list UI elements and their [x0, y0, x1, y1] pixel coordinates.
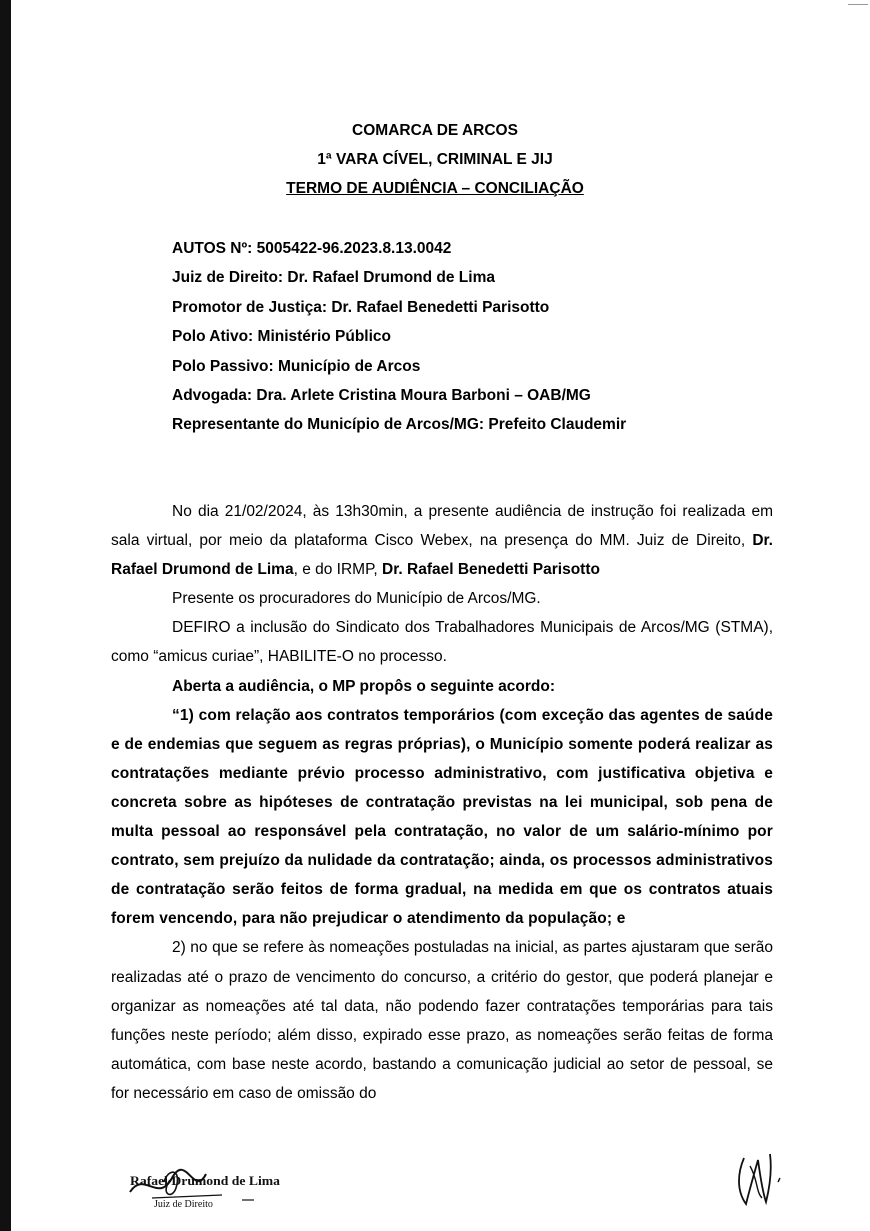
attendance-paragraph: Presente os procuradores do Município de Arcos/MG.	[172, 590, 541, 608]
defendant-line: Polo Passivo: Município de Arcos	[172, 357, 421, 375]
court-name: COMARCA DE ARCOS	[352, 122, 518, 139]
judge-signature-stamp	[124, 1158, 284, 1213]
judge-line: Juiz de Direito: Dr. Rafael Drumond de Lima	[172, 269, 495, 287]
proposal-intro: Aberta a audiência, o MP propôs o seguinte acordo:	[172, 677, 555, 695]
document-title: TERMO DE AUDIÊNCIA – CONCILIAÇÃO	[286, 180, 584, 197]
opening-paragraph: No dia 21/02/2024, às 13h30min, a presente audiência de instrução foi realizada em sala virtual, por meio da plataforma Cisco Webex, na presença do MM. Juiz de Direito, Dr. Rafael Drumond de Lima, e do IRMP, Dr. Rafael Benedetti Parisotto	[111, 503, 773, 579]
clause-2: 2) no que se refere às nomeações postuladas na inicial, as partes ajustaram que serão realizadas até o prazo de vencimento do concurso, a critério do gestor, que poderá planejar e organizar as nomeações até tal data, não podendo fazer contratações temporárias para tais funções neste período; além disso, expirado esse prazo, as nomeações serão feitas de forma automática, com base neste acordo, bastando a comunicação judicial ao setor de pessoal, se for necessário em caso de omissão do	[111, 939, 773, 1102]
prosecutor-name: Dr. Rafael Benedetti Parisotto	[382, 561, 600, 579]
judge-name: Dr. Rafael Drumond de Lima	[111, 532, 773, 579]
scan-corner-mark	[848, 0, 868, 5]
court-division: 1ª VARA CÍVEL, CRIMINAL E JIJ	[317, 151, 553, 168]
plaintiff-line: Polo Ativo: Ministério Público	[172, 328, 392, 346]
case-number: AUTOS Nº: 5005422-96.2023.8.13.0042	[172, 240, 452, 257]
document-header	[0, 116, 870, 203]
lawyer-line: Advogada: Dra. Arlete Cristina Moura Barboni – OAB/MG	[172, 387, 591, 405]
stamp-name: Rafael Drumond de Lima	[130, 1173, 281, 1188]
case-metadata	[172, 234, 626, 440]
initials-mark	[732, 1146, 792, 1208]
stamp-title: Juiz de Direito	[154, 1199, 213, 1210]
clause-1: “1) com relação aos contratos temporários (com exceção das agentes de saúde e de endemias que seguem as regras próprias), o Município somente poderá realizar as contratações mediante prévio processo administrativo, com justificativa objetiva e concreta sobre as hipóteses de contratação previstas na lei municipal, sob pena de multa pessoal ao responsável pela contratação, no valor de um salário-mínimo por contrato, sem prejuízo da nulidade da contratação; ainda, os processos administrativos de contratação serão feitos de forma gradual, na medida em que os contratos atuais forem vencendo, para não prejudicar o atendimento da população; e	[111, 706, 773, 928]
hearing-record	[111, 497, 773, 1108]
prosecutor-line: Promotor de Justiça: Dr. Rafael Benedetti Parisotto	[172, 298, 550, 316]
representative-line: Representante do Município de Arcos/MG: Prefeito Claudemir	[172, 416, 627, 434]
amicus-paragraph: DEFIRO a inclusão do Sindicato dos Trabalhadores Municipais de Arcos/MG (STMA), como “amicus curiae”, HABILITE-O no processo.	[111, 619, 773, 666]
